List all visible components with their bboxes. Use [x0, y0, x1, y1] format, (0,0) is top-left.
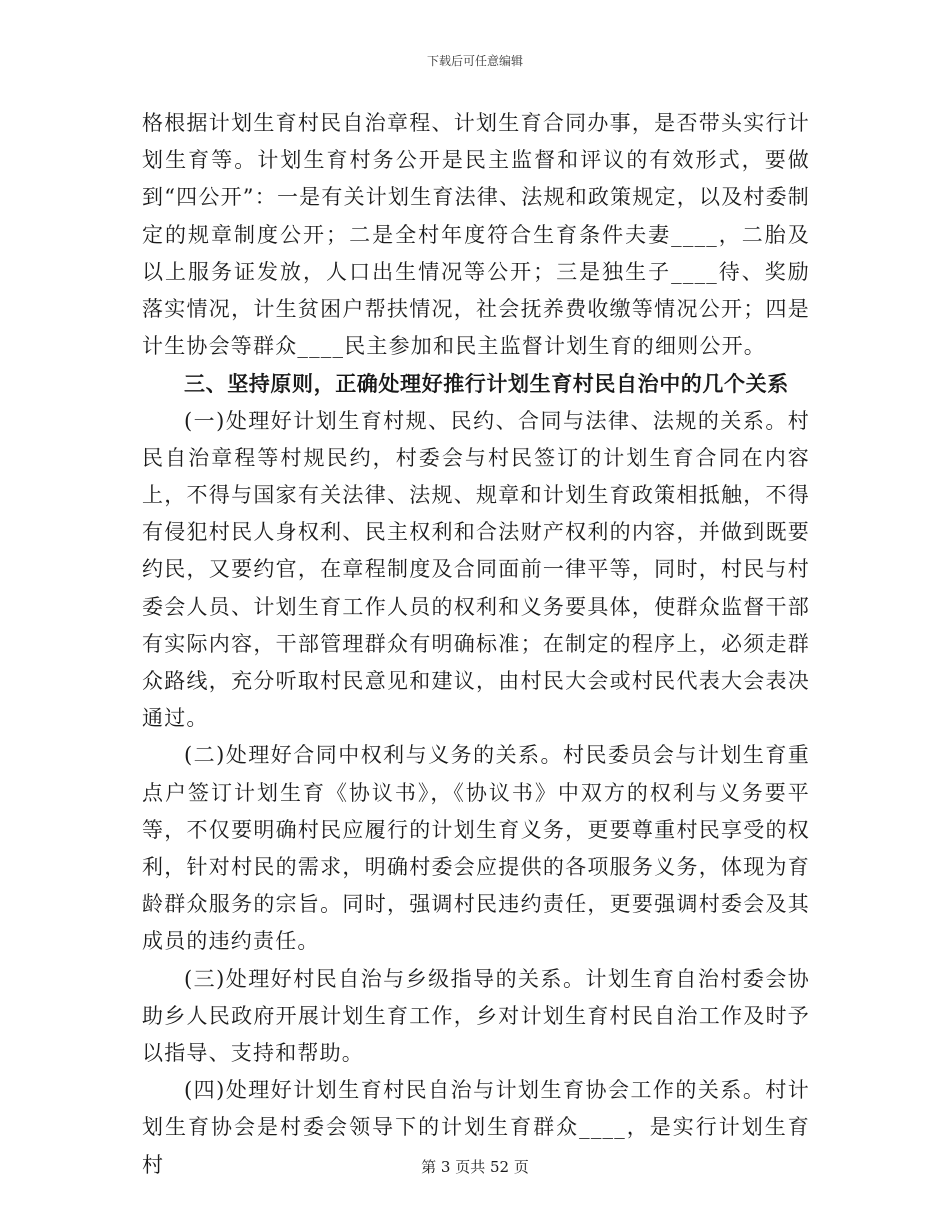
paragraph-relation-1: (一)处理好计划生育村规、民约、合同与法律、法规的关系。村民自治章程等村规民约，村委会与村民签订的计划生育合同在内容上，不得与国家有关法律、法规、规章和计划生育政策相抵触，不得有侵犯村民人身权利、民主权利和合法财产权利的内容，并做到既要约民，又要约官，在章程制度及合同面前一律平等，同时，村民与村委会人员、计划生育工作人员的权利和义务要具体，使群众监督干部有实际内容，干部管理群众有明确标准；在制定的程序上，必须走群众路线，充分听取村民意见和建议，由村民大会或村民代表大会表决通过。: [142, 408, 810, 731]
section-heading: 三、坚持原则，正确处理好推行计划生育村民自治中的几个关系: [184, 371, 789, 397]
paragraph-relation-3: (三)处理好村民自治与乡级指导的关系。计划生育自治村委会协助乡人民政府开展计划生育工作，乡对计划生育村民自治工作及时予以指导、支持和帮助。: [142, 966, 810, 1066]
paragraph-continuation: 格根据计划生育村民自治章程、计划生育合同办事，是否带头实行计划生育等。计划生育村务公开是民主监督和评议的有效形式，要做到“四公开”：一是有关计划生育法律、法规和政策规定，以及村委制定的规章制度公开；二是全村年度符合生育条件夫妻____，二胎及以上服务证发放，人口出生情况等公开；三是独生子____待、奖励落实情况，计生贫困户帮扶情况，社会抚养费收缴等情况公开；四是计生协会等群众____民主参加和民主监督计划生育的细则公开。: [142, 111, 810, 359]
page-number: 第 3 页共 52 页: [421, 1158, 529, 1176]
page-header: 下载后可任意编辑: [426, 54, 523, 68]
paragraph-relation-4: (四)处理好计划生育村民自治与计划生育协会工作的关系。村计划生育协会是村委会领导下的计划生育群众____，是实行计划生育村: [142, 1078, 810, 1177]
document-body: [142, 105, 810, 1184]
paragraph-relation-2: (二)处理好合同中权利与义务的关系。村民委员会与计划生育重点户签订计划生育《协议书》，《协议书》中双方的权利与义务要平等，不仅要明确村民应履行的计划生育义务，更要尊重村民享受的权利，针对村民的需求，明确村委会应提供的各项服务义务，体现为育龄群众服务的宗旨。同时，强调村民违约责任，更要强调村委会及其成员的违约责任。: [142, 743, 810, 954]
